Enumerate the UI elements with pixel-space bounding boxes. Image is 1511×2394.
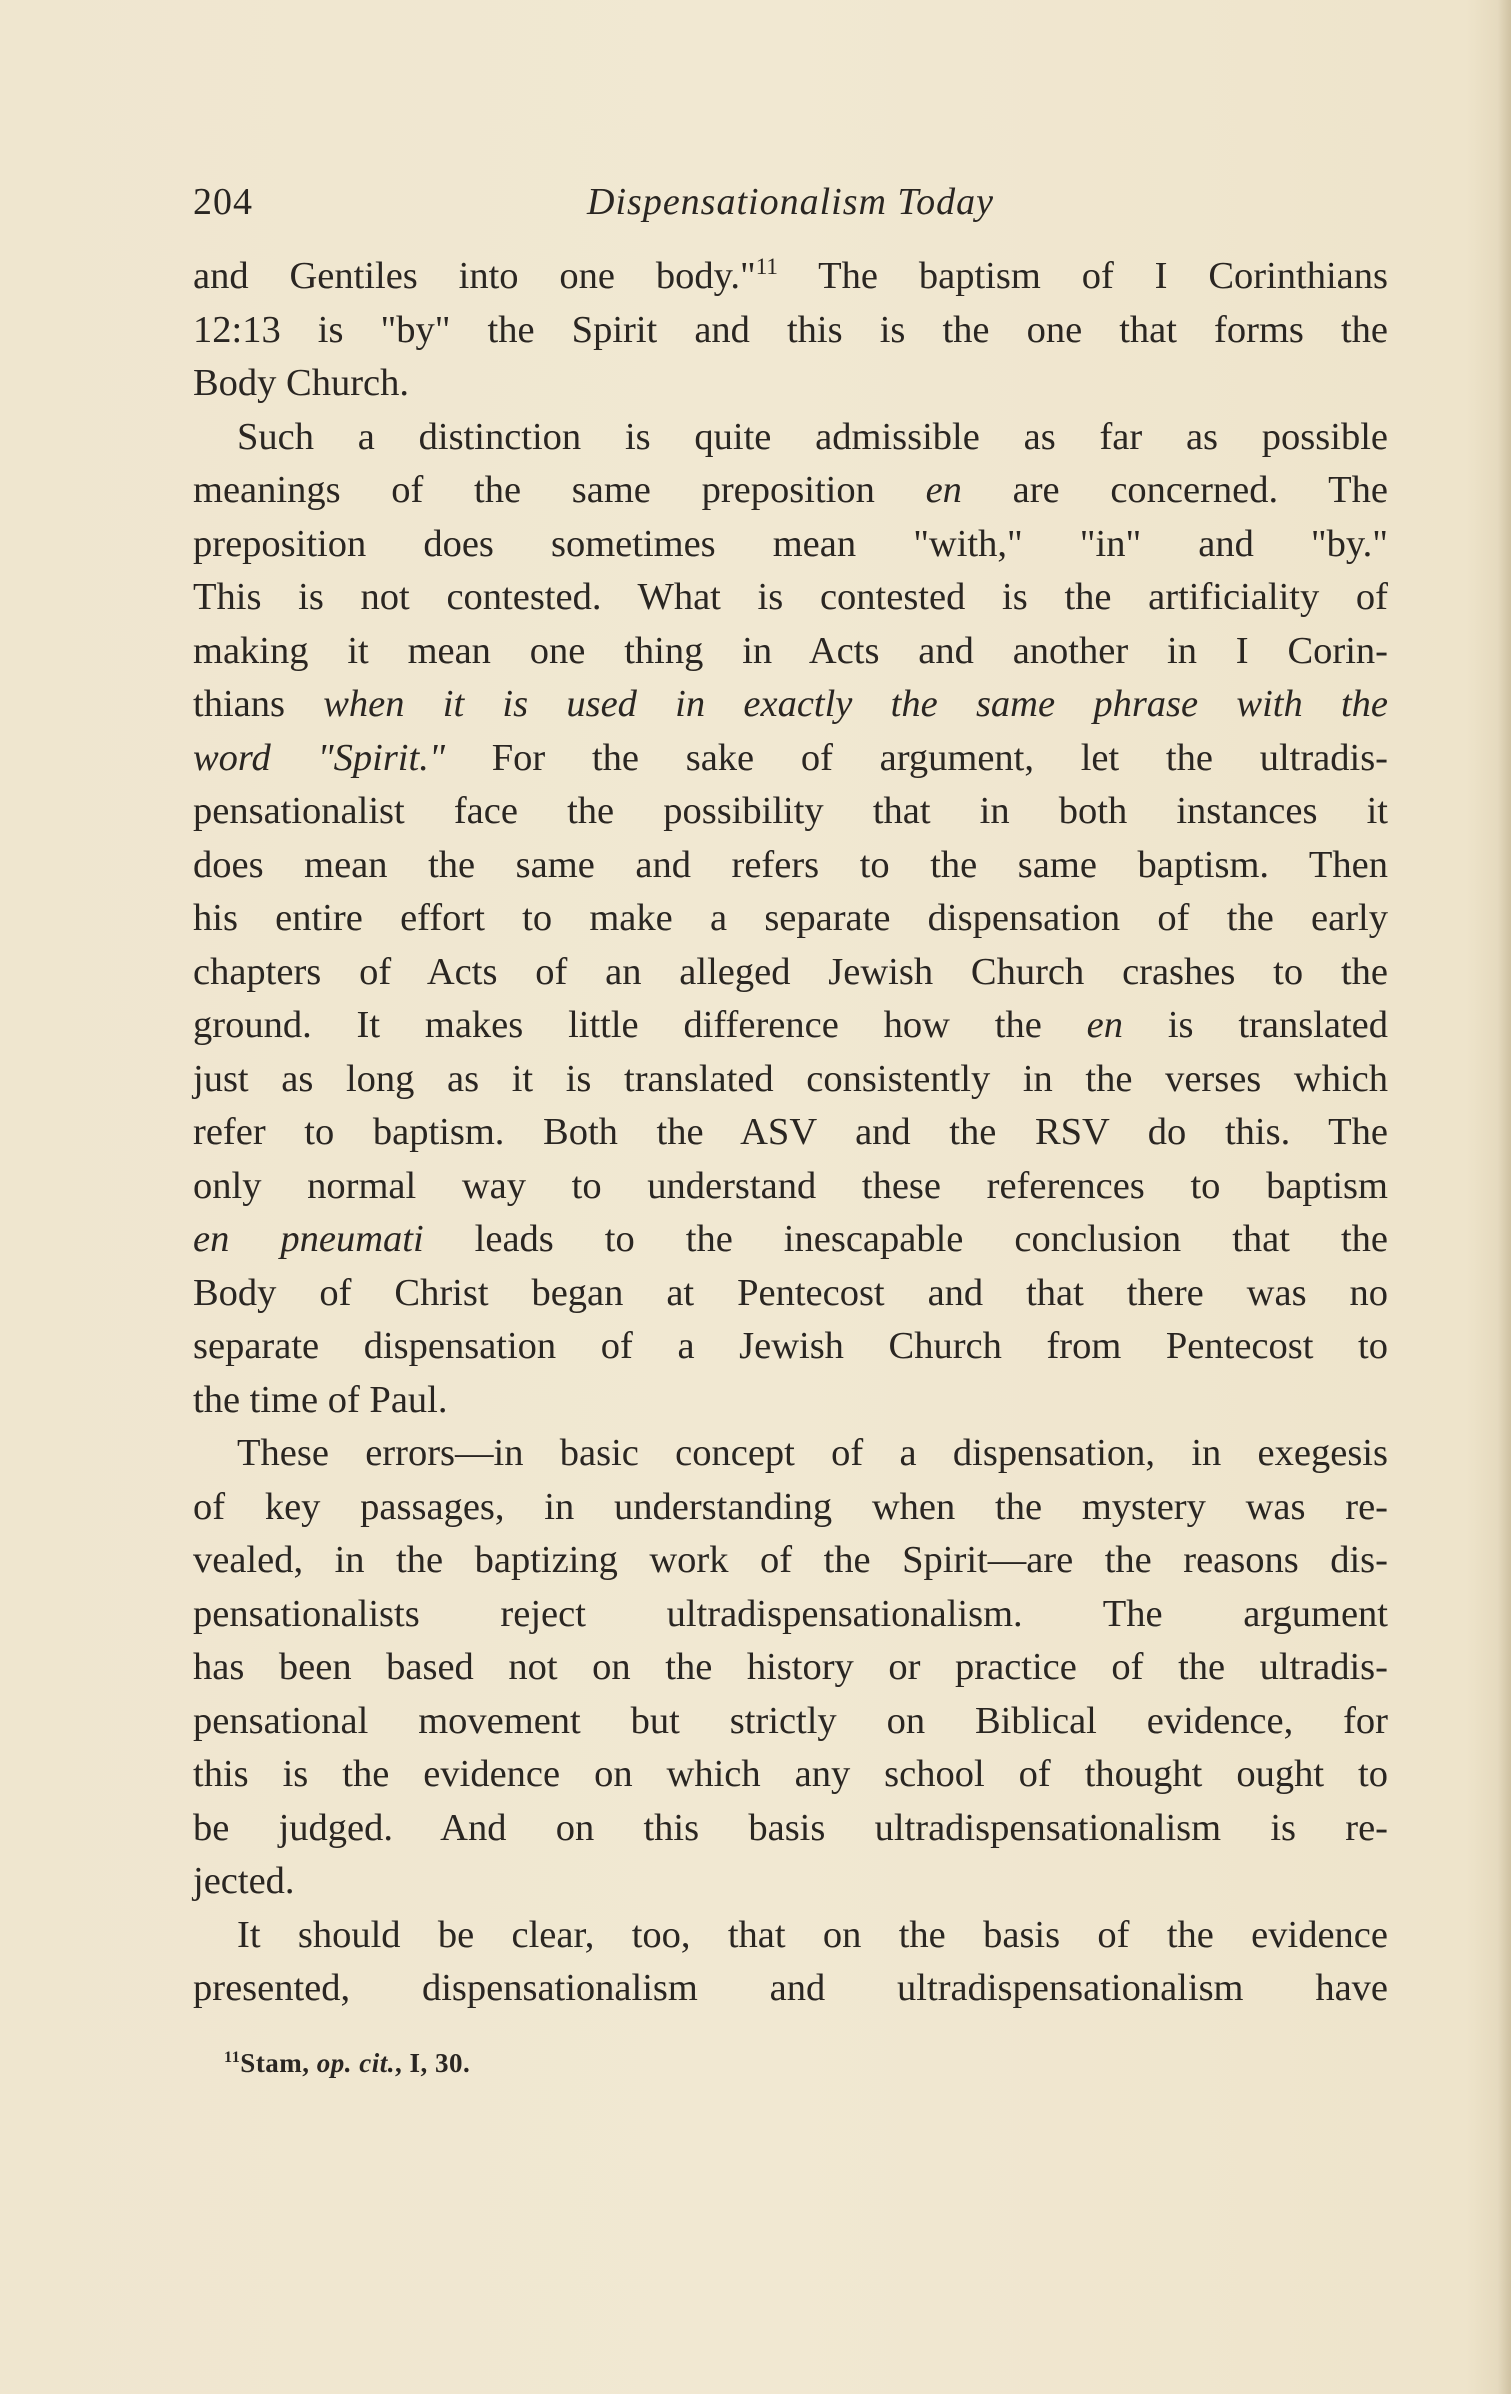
text-line [193,839,1388,893]
text-line [193,1213,1388,1267]
page-edge [1497,0,1511,2394]
text-run: pensationalists reject ultradispensationalism. The argument [193,1592,1388,1635]
text-line [193,946,1388,1000]
text-run: preposition does sometimes mean "with," "in" and "by." [193,522,1388,565]
text-run: For the sake of argument, let the ultradis- [445,736,1388,779]
text-line [193,1588,1388,1642]
text-line [193,518,1388,572]
italic-text: en [1086,1004,1123,1046]
text-run: be judged. And on this basis ultradispensationalism is re- [193,1806,1388,1849]
text-run: refer to baptism. Both the ASV and the RSV do this. The [193,1111,1388,1153]
text-run: The baptism of I Corinthians [777,255,1388,297]
text-run: Body Church. [193,362,410,404]
text-line [193,999,1388,1053]
footnote-author: Stam, [240,2048,317,2078]
text-line [193,1267,1388,1321]
text-line [193,1855,1388,1909]
text-line [193,304,1388,358]
text-run: 12:13 is "by" the Spirit and this is the one that forms the [193,308,1388,351]
text-line [193,625,1388,679]
italic-text: when it is used in exactly the same phrase with the [323,683,1389,725]
text-line [193,1962,1388,2016]
text-line [193,1320,1388,1374]
text-run: It should be clear, too, that on the basis of the evidence [237,1913,1388,1956]
text-line [193,357,1388,411]
text-run: pensationalist face the possibility that in both instances it [193,790,1388,832]
text-line [193,1053,1388,1107]
text-run: Such a distinction is quite admissible as far as possible [237,415,1388,458]
text-run: the time of Paul. [193,1378,448,1421]
text-run: just as long as it is translated consistently in the verses which [193,1057,1388,1100]
page-header [193,172,1388,232]
text-line [193,1909,1388,1963]
text-line [193,1748,1388,1802]
footnote-reference: 11 [755,253,778,280]
text-run: This is not contested. What is contested is the artificiality of [193,576,1388,618]
text-run: does mean the same and refers to the same baptism. Then [193,843,1388,886]
text-run: chapters of Acts of an alleged Jewish Church crashes to the [193,950,1388,993]
text-run: is translated [1122,1004,1388,1046]
text-run: has been based not on the history or practice of the ultradis- [193,1646,1388,1688]
footnote-marker: 11 [224,2048,241,2066]
text-line [193,1641,1388,1695]
text-run: only normal way to understand these references to baptism [193,1164,1388,1207]
text-line [193,571,1388,625]
text-run: jected. [193,1860,295,1902]
running-title: Dispensationalism Today [587,181,994,223]
text-run: are concerned. The [961,469,1388,511]
page-number: 204 [193,181,253,223]
italic-text: en [925,469,962,511]
footnote-abbrev: op. cit. [316,2048,396,2078]
text-line [193,411,1388,465]
text-line [193,1427,1388,1481]
text-run: ground. It makes little difference how the [193,1004,1087,1046]
body-text [193,250,1388,2016]
text-run: his entire effort to make a separate dispensation of the early [193,897,1388,939]
text-line [193,1106,1388,1160]
text-line [193,1374,1388,1428]
text-run: pensational movement but strictly on Biblical evidence, for [193,1699,1388,1742]
text-run: thians [193,683,324,725]
text-line [193,678,1388,732]
text-run: presented, dispensationalism and ultradispensationalism have [193,1967,1388,2009]
text-line [193,464,1388,518]
text-line [193,1802,1388,1856]
text-line [193,250,1388,304]
footnote-ref: , I, 30. [395,2048,471,2078]
text-run: and Gentiles into one body." [193,255,756,297]
text-run: this is the evidence on which any school of thought ought to [193,1753,1388,1795]
text-line [193,1695,1388,1749]
text-run: Body of Christ began at Pentecost and that there was no [193,1271,1388,1314]
text-run: separate dispensation of a Jewish Church from Pentecost to [193,1325,1388,1367]
text-line [193,732,1388,786]
text-run: These errors—in basic concept of a dispensation, in exegesis [237,1432,1388,1474]
italic-text: en pneumati [193,1218,424,1260]
text-line [193,1481,1388,1535]
footnote [224,2048,470,2079]
text-run: making it mean one thing in Acts and another in I Corin- [193,629,1388,672]
text-run: of key passages, in understanding when the mystery was re- [193,1485,1388,1528]
text-line [193,1534,1388,1588]
text-run: leads to the inescapable conclusion that the [423,1218,1388,1260]
text-run: vealed, in the baptizing work of the Spirit—are the reasons dis- [193,1539,1388,1581]
text-line [193,785,1388,839]
italic-text: word "Spirit." [193,736,445,779]
text-line [193,892,1388,946]
text-line [193,1160,1388,1214]
text-run: meanings of the same preposition [193,469,926,511]
